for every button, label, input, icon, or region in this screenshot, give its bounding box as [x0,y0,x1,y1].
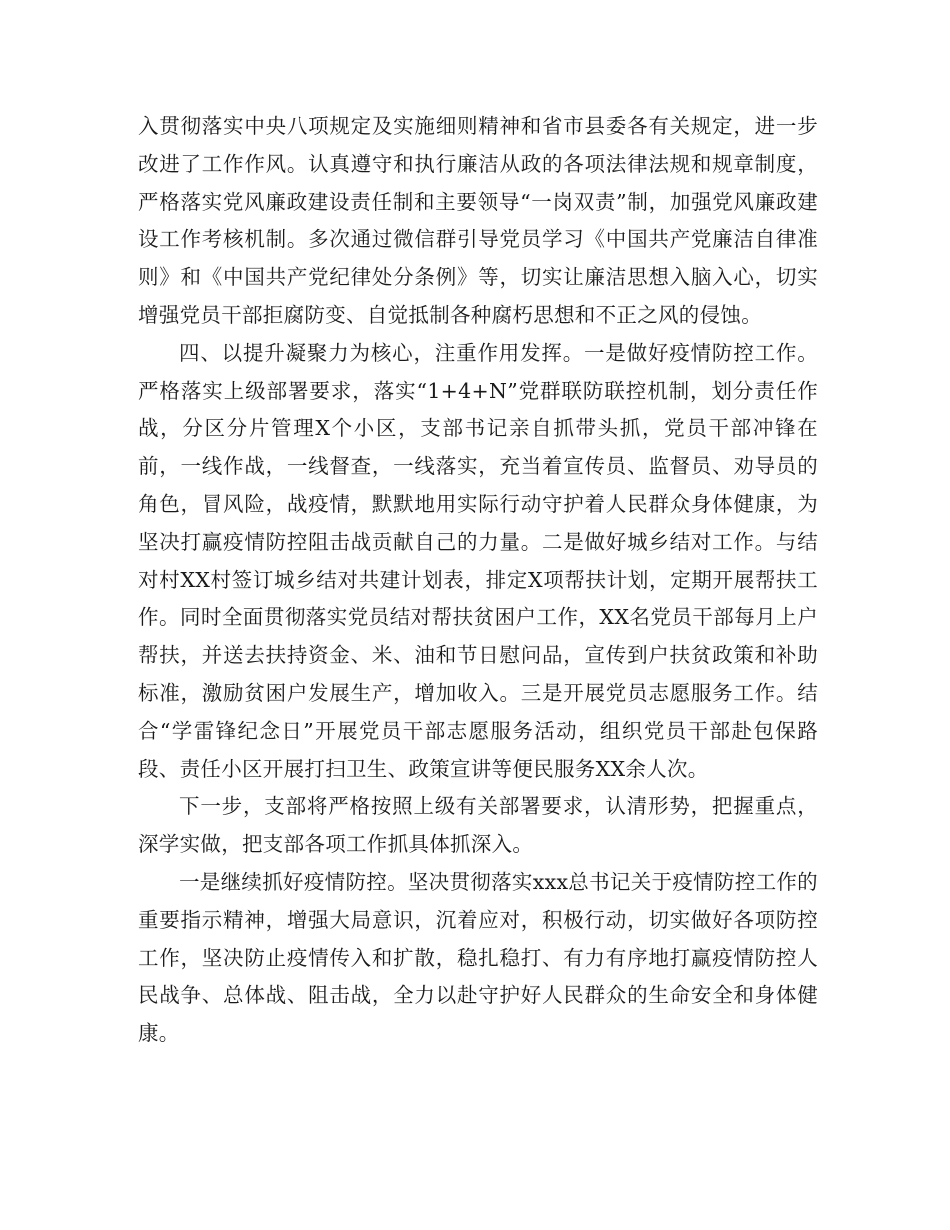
paragraph-section-four: 四、以提升凝聚力为核心，注重作用发挥。一是做好疫情防控工作。严格落实上级部署要求，落实“1+4+N”党群联防联控机制，划分责任作战，分区分片管理X个小区，支部书记亲自抓带头抓，党员干部冲锋在前，一线作战，一线督查，一线落实，充当着宣传员、监督员、劝导员的角色，冒风险，战疫情，默默地用实际行动守护着人民群众身体健康，为坚决打赢疫情防控阻击战贡献自己的力量。二是做好城乡结对工作。与结对村XX村签订城乡结对共建计划表，排定X项帮扶计划，定期开展帮扶工作。同时全面贯彻落实党员结对帮扶贫困户工作，XX名党员干部每月上户帮扶，并送去扶持资金、米、油和节日慰问品，宣传到户扶贫政策和补助标准，激励贫困户发展生产，增加收入。三是开展党员志愿服务工作。结合“学雷锋纪念日”开展党员干部志愿服务活动，组织党员干部赴包保路段、责任小区开展打扫卫生、政策宣讲等便民服务XX余人次。 [138,340,818,781]
paragraph-next-steps: 下一步，支部将严格按照上级有关部署要求，认清形势，把握重点，深学实做，把支部各项工作抓具体抓深入。 [138,794,818,857]
paragraph-continuation: 入贯彻落实中央八项规定及实施细则精神和省市县委各有关规定，进一步改进了工作作风。认真遵守和执行廉洁从政的各项法律法规和规章制度，严格落实党风廉政建设责任制和主要领导“一岗双责”制，加强党风廉政建设工作考核机制。多次通过微信群引导党员学习《中国共产党廉洁自律准则》和《中国共产党纪律处分条例》等，切实让廉洁思想入脑入心，切实增强党员干部拒腐防变、自觉抵制各种腐朽思想和不正之风的侵蚀。 [138,114,818,327]
paragraph-epidemic-control: 一是继续抓好疫情防控。坚决贯彻落实xxx总书记关于疫情防控工作的重要指示精神，增强大局意识，沉着应对，积极行动，切实做好各项防控工作，坚决防止疫情传入和扩散，稳扎稳打、有力有序地打赢疫情防控人民战争、总体战、阻击战，全力以赴守护好人民群众的生命安全和身体健康。 [138,869,818,1046]
document-body [138,108,818,1053]
